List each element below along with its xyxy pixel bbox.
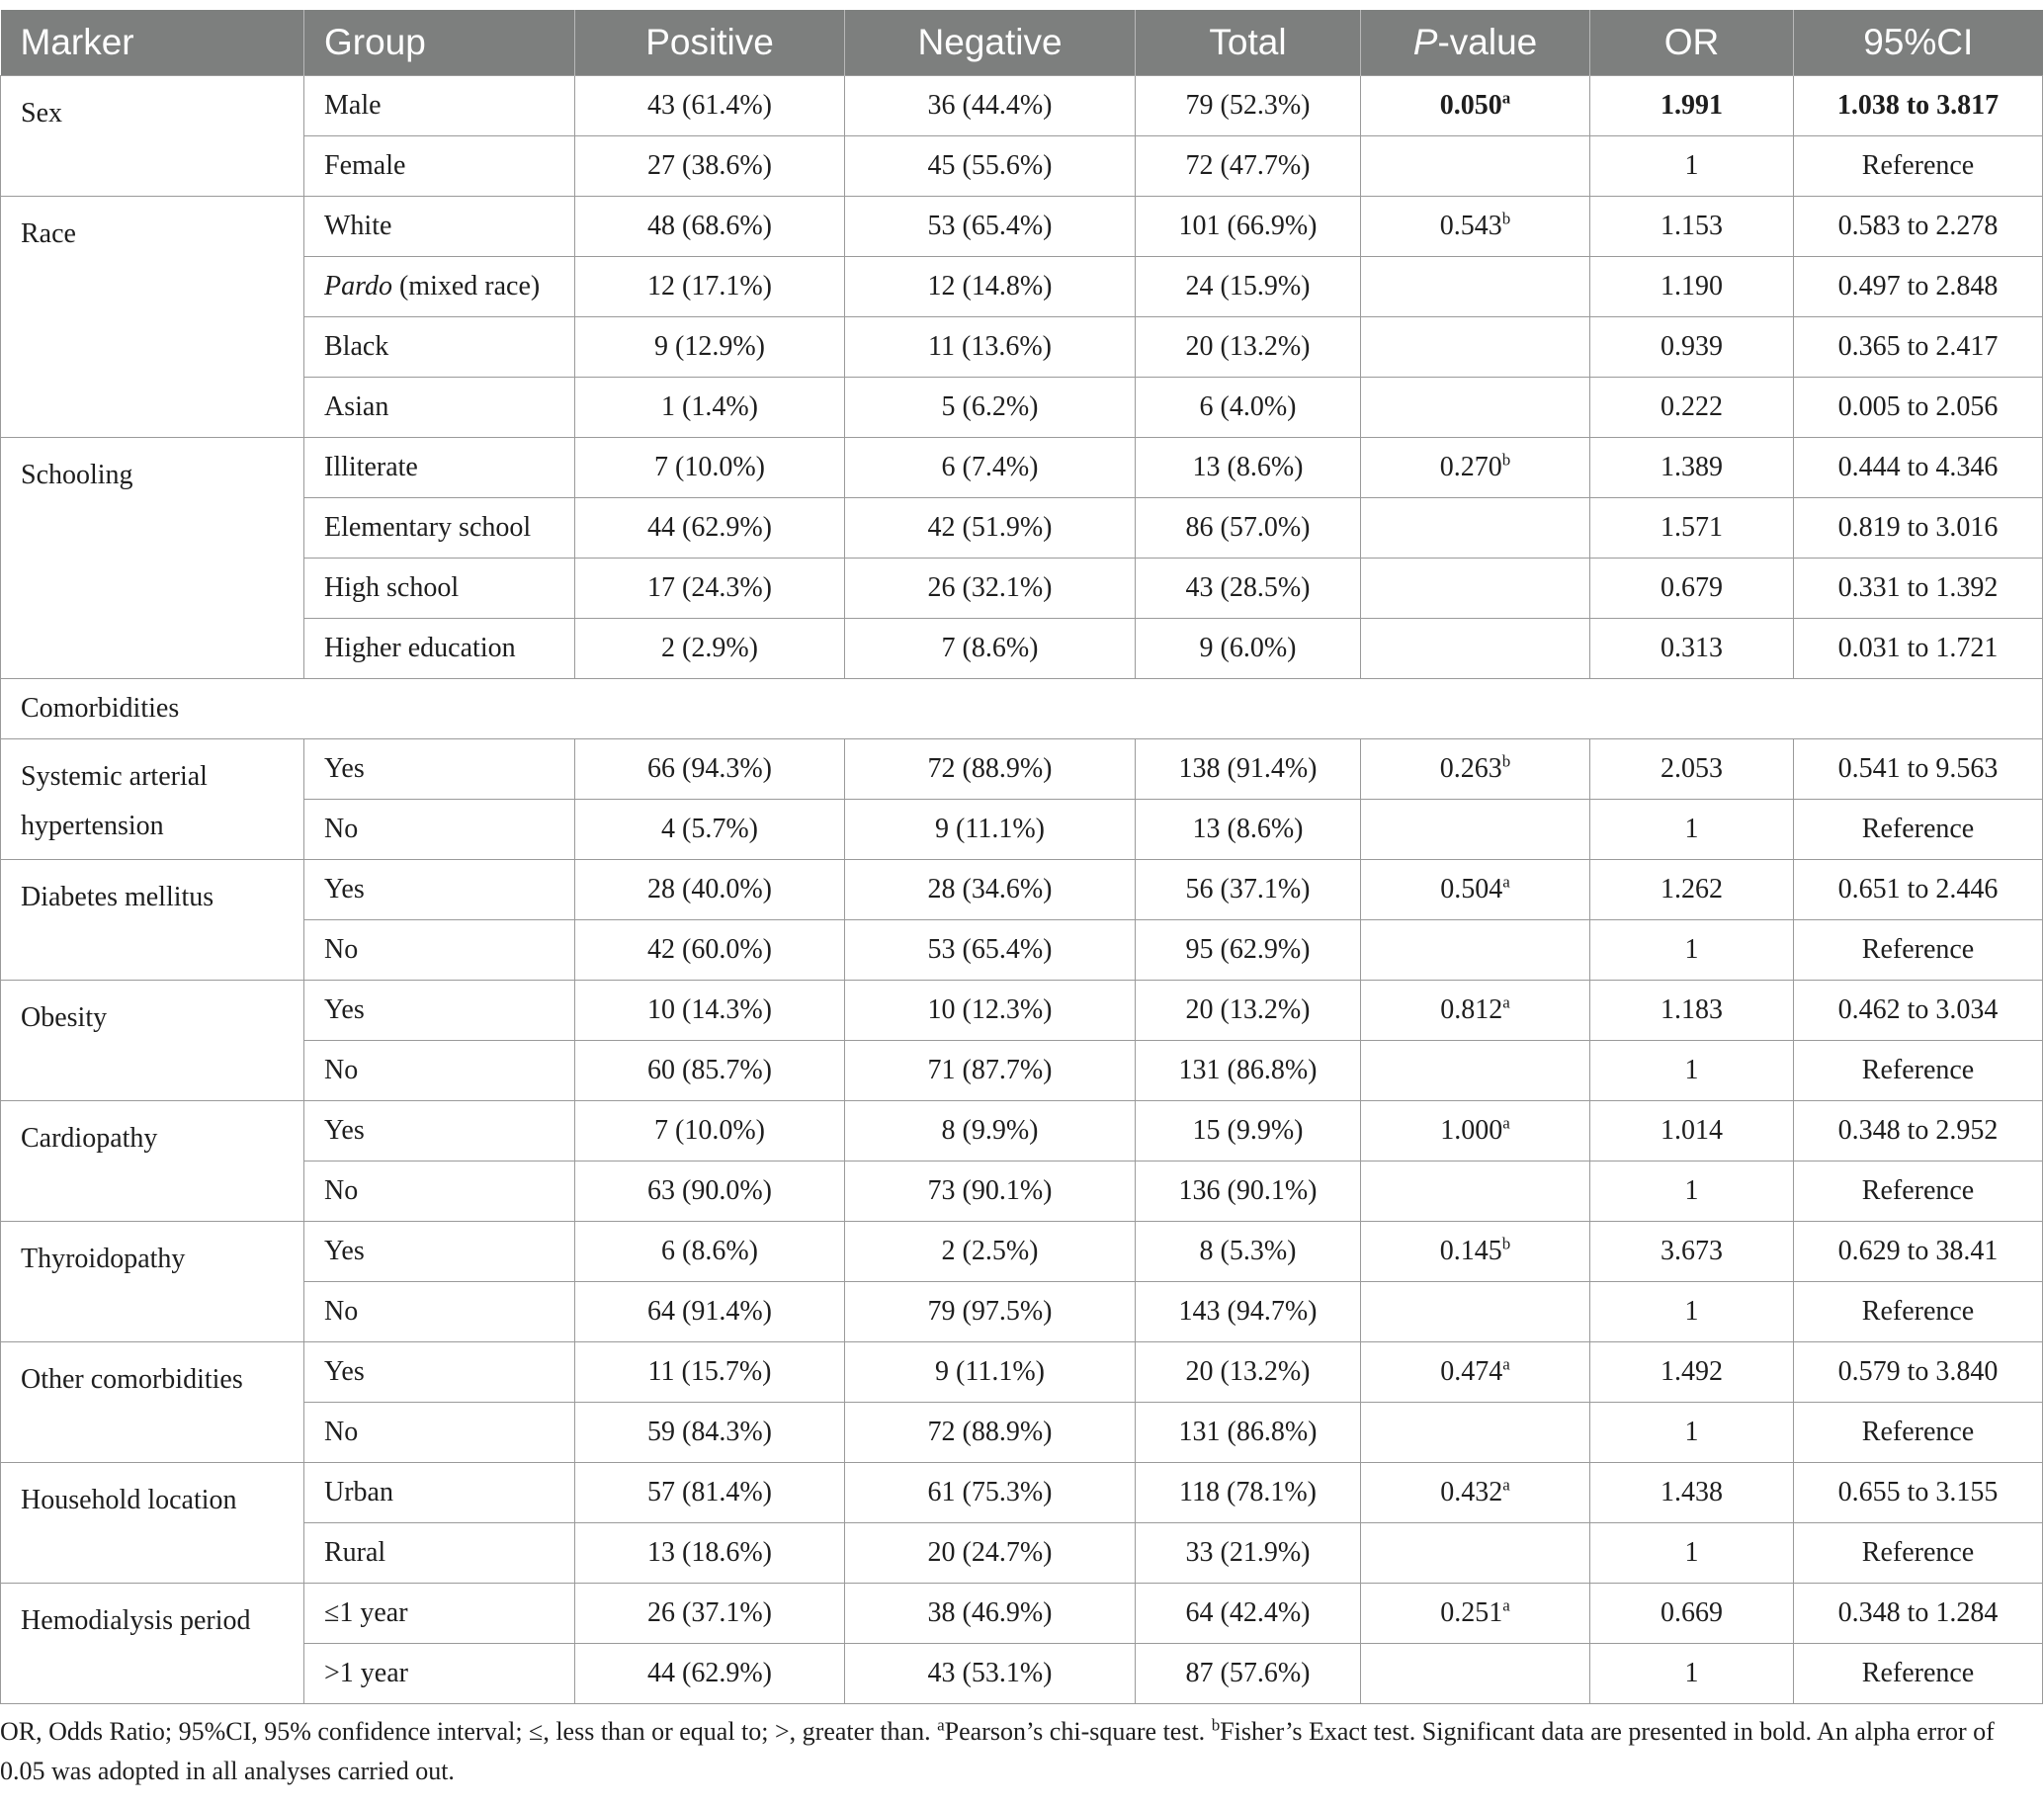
negative-cell: 36 (44.4%)	[845, 76, 1136, 136]
table-row	[1, 1222, 2043, 1282]
p-value-cell	[1361, 619, 1590, 679]
total-cell: 24 (15.9%)	[1136, 257, 1361, 317]
ci-cell: 0.348 to 1.284	[1794, 1584, 2043, 1644]
p-superscript: a	[1502, 1595, 1510, 1615]
or-cell: 1.571	[1590, 498, 1794, 559]
table-row	[1, 257, 2043, 317]
positive-cell: 57 (81.4%)	[575, 1463, 845, 1523]
ci-cell: 0.005 to 2.056	[1794, 378, 2043, 438]
p-value-cell	[1361, 1342, 1590, 1403]
p-superscript: a	[1502, 1113, 1510, 1133]
table-row	[1, 378, 2043, 438]
p-superscript: b	[1501, 1234, 1511, 1253]
group-cell: Black	[304, 317, 575, 378]
or-cell: 2.053	[1590, 739, 1794, 800]
table-row	[1, 76, 2043, 136]
group-cell: Higher education	[304, 619, 575, 679]
ci-cell: 0.651 to 2.446	[1794, 860, 2043, 920]
negative-cell: 72 (88.9%)	[845, 739, 1136, 800]
negative-cell: 11 (13.6%)	[845, 317, 1136, 378]
positive-cell: 2 (2.9%)	[575, 619, 845, 679]
p-value: 0.474	[1440, 1356, 1503, 1387]
ci-cell: 0.819 to 3.016	[1794, 498, 2043, 559]
negative-cell: 43 (53.1%)	[845, 1644, 1136, 1704]
or-cell: 1.389	[1590, 438, 1794, 498]
positive-cell: 13 (18.6%)	[575, 1523, 845, 1584]
p-superscript: a	[1502, 992, 1510, 1012]
group-cell: Yes	[304, 1101, 575, 1162]
marker-cell: Other comorbidities	[1, 1342, 304, 1463]
footnote-abbreviations: OR, Odds Ratio; 95%CI, 95% confidence interval; ≤, less than or equal to; >, greater than.	[0, 1717, 938, 1746]
p-value-cell	[1361, 1041, 1590, 1101]
table-row	[1, 498, 2043, 559]
p-value: 0.543	[1439, 211, 1502, 241]
or-cell: 0.313	[1590, 619, 1794, 679]
p-value-cell	[1361, 1523, 1590, 1584]
total-cell: 118 (78.1%)	[1136, 1463, 1361, 1523]
negative-cell: 71 (87.7%)	[845, 1041, 1136, 1101]
table-row	[1, 317, 2043, 378]
ci-cell: Reference	[1794, 1644, 2043, 1704]
p-superscript: a	[1502, 1475, 1510, 1495]
group-cell: No	[304, 1041, 575, 1101]
total-cell: 9 (6.0%)	[1136, 619, 1361, 679]
p-value-cell	[1361, 1584, 1590, 1644]
table-row	[1, 1463, 2043, 1523]
p-value-cell	[1361, 1101, 1590, 1162]
ci-cell: 0.583 to 2.278	[1794, 197, 2043, 257]
header-negative: Negative	[845, 10, 1136, 76]
total-cell: 6 (4.0%)	[1136, 378, 1361, 438]
marker-cell: Systemic arterial hypertension	[1, 739, 304, 860]
or-cell: 1	[1590, 1041, 1794, 1101]
header-total: Total	[1136, 10, 1361, 76]
table-row	[1, 1041, 2043, 1101]
positive-cell: 63 (90.0%)	[575, 1162, 845, 1222]
group-cell: >1 year	[304, 1644, 575, 1704]
group-cell: Elementary school	[304, 498, 575, 559]
positive-cell: 1 (1.4%)	[575, 378, 845, 438]
p-value-cell	[1361, 317, 1590, 378]
ci-cell: 0.655 to 3.155	[1794, 1463, 2043, 1523]
p-value-cell	[1361, 981, 1590, 1041]
negative-cell: 53 (65.4%)	[845, 920, 1136, 981]
positive-cell: 44 (62.9%)	[575, 1644, 845, 1704]
footnote-sup-a: a	[937, 1715, 945, 1735]
ci-cell: Reference	[1794, 920, 2043, 981]
table-row	[1, 1523, 2043, 1584]
positive-cell: 7 (10.0%)	[575, 438, 845, 498]
total-cell: 33 (21.9%)	[1136, 1523, 1361, 1584]
footnote-pearson: Pearson’s chi-square test.	[944, 1717, 1212, 1746]
positive-cell: 43 (61.4%)	[575, 76, 845, 136]
total-cell: 20 (13.2%)	[1136, 1342, 1361, 1403]
group-cell: Yes	[304, 1342, 575, 1403]
or-cell: 1.991	[1590, 76, 1794, 136]
total-cell: 20 (13.2%)	[1136, 317, 1361, 378]
positive-cell: 66 (94.3%)	[575, 739, 845, 800]
positive-cell: 10 (14.3%)	[575, 981, 845, 1041]
ci-cell: Reference	[1794, 800, 2043, 860]
p-value: 0.145	[1439, 1236, 1502, 1266]
footnote-sup-b: b	[1211, 1715, 1221, 1735]
p-value-cell	[1361, 1162, 1590, 1222]
group-cell: ≤1 year	[304, 1584, 575, 1644]
positive-cell: 64 (91.4%)	[575, 1282, 845, 1342]
header-p-italic: P	[1412, 22, 1438, 62]
negative-cell: 9 (11.1%)	[845, 800, 1136, 860]
total-cell: 13 (8.6%)	[1136, 438, 1361, 498]
p-value: 0.263	[1439, 753, 1502, 784]
group-cell: Yes	[304, 981, 575, 1041]
negative-cell: 79 (97.5%)	[845, 1282, 1136, 1342]
p-value-cell	[1361, 378, 1590, 438]
table-row	[1, 860, 2043, 920]
p-value-cell	[1361, 1644, 1590, 1704]
header-row	[1, 10, 2043, 76]
positive-cell: 4 (5.7%)	[575, 800, 845, 860]
p-value-cell	[1361, 498, 1590, 559]
p-value-cell	[1361, 1463, 1590, 1523]
ci-cell: 0.462 to 3.034	[1794, 981, 2043, 1041]
negative-cell: 26 (32.1%)	[845, 559, 1136, 619]
footnote-fisher: Fisher’s Exact test. Significant data are presented in bold. An alpha error of 0.05 was adopted in all analyses carried out.	[0, 1717, 1995, 1785]
total-cell: 101 (66.9%)	[1136, 197, 1361, 257]
p-superscript: a	[1501, 88, 1511, 108]
ci-cell: 0.497 to 2.848	[1794, 257, 2043, 317]
group-cell: Asian	[304, 378, 575, 438]
or-cell: 1.262	[1590, 860, 1794, 920]
total-cell: 87 (57.6%)	[1136, 1644, 1361, 1704]
total-cell: 86 (57.0%)	[1136, 498, 1361, 559]
p-value-cell	[1361, 920, 1590, 981]
marker-cell: Cardiopathy	[1, 1101, 304, 1222]
table-row	[1, 1584, 2043, 1644]
p-superscript: a	[1502, 872, 1510, 892]
p-value-cell	[1361, 197, 1590, 257]
header-positive: Positive	[575, 10, 845, 76]
marker-cell: Diabetes mellitus	[1, 860, 304, 981]
total-cell: 43 (28.5%)	[1136, 559, 1361, 619]
table-row	[1, 1282, 2043, 1342]
total-cell: 143 (94.7%)	[1136, 1282, 1361, 1342]
negative-cell: 7 (8.6%)	[845, 619, 1136, 679]
negative-cell: 6 (7.4%)	[845, 438, 1136, 498]
p-value: 0.050	[1439, 90, 1502, 121]
table-row	[1, 619, 2043, 679]
table-row	[1, 981, 2043, 1041]
marker-cell: Sex	[1, 76, 304, 197]
negative-cell: 53 (65.4%)	[845, 197, 1136, 257]
table-row	[1, 559, 2043, 619]
group-cell: Illiterate	[304, 438, 575, 498]
negative-cell: 42 (51.9%)	[845, 498, 1136, 559]
positive-cell: 7 (10.0%)	[575, 1101, 845, 1162]
positive-cell: 59 (84.3%)	[575, 1403, 845, 1463]
total-cell: 131 (86.8%)	[1136, 1403, 1361, 1463]
table-row	[1, 438, 2043, 498]
group-cell: Urban	[304, 1463, 575, 1523]
positive-cell: 17 (24.3%)	[575, 559, 845, 619]
negative-cell: 10 (12.3%)	[845, 981, 1136, 1041]
or-cell: 0.669	[1590, 1584, 1794, 1644]
table-row	[1, 739, 2043, 800]
table-footnote	[0, 1712, 2042, 1791]
header-ci: 95%CI	[1794, 10, 2043, 76]
p-value-cell	[1361, 559, 1590, 619]
ci-cell: Reference	[1794, 1523, 2043, 1584]
group-cell: No	[304, 1282, 575, 1342]
negative-cell: 9 (11.1%)	[845, 1342, 1136, 1403]
p-value-cell	[1361, 860, 1590, 920]
group-cell: Yes	[304, 739, 575, 800]
marker-cell: Obesity	[1, 981, 304, 1101]
positive-cell: 42 (60.0%)	[575, 920, 845, 981]
marker-cell: Household location	[1, 1463, 304, 1584]
group-cell: No	[304, 920, 575, 981]
positive-cell: 9 (12.9%)	[575, 317, 845, 378]
or-cell: 1.183	[1590, 981, 1794, 1041]
p-value-cell	[1361, 76, 1590, 136]
positive-cell: 11 (15.7%)	[575, 1342, 845, 1403]
negative-cell: 38 (46.9%)	[845, 1584, 1136, 1644]
ci-cell: 0.629 to 38.41	[1794, 1222, 2043, 1282]
negative-cell: 8 (9.9%)	[845, 1101, 1136, 1162]
positive-cell: 27 (38.6%)	[575, 136, 845, 197]
or-cell: 0.939	[1590, 317, 1794, 378]
table-row	[1, 1403, 2043, 1463]
p-value: 0.812	[1440, 994, 1503, 1025]
ci-cell: 0.541 to 9.563	[1794, 739, 2043, 800]
group-cell: No	[304, 1403, 575, 1463]
header-marker: Marker	[1, 10, 304, 76]
positive-cell: 44 (62.9%)	[575, 498, 845, 559]
negative-cell: 73 (90.1%)	[845, 1162, 1136, 1222]
table-row	[1, 1162, 2043, 1222]
group-cell: Rural	[304, 1523, 575, 1584]
or-cell: 1	[1590, 1644, 1794, 1704]
ci-cell: 0.031 to 1.721	[1794, 619, 2043, 679]
total-cell: 138 (91.4%)	[1136, 739, 1361, 800]
ci-cell: Reference	[1794, 1403, 2043, 1463]
table-row	[1, 920, 2043, 981]
group-cell	[304, 257, 575, 317]
header-p-rest: -value	[1437, 22, 1538, 62]
group-cell: High school	[304, 559, 575, 619]
total-cell: 95 (62.9%)	[1136, 920, 1361, 981]
positive-cell: 28 (40.0%)	[575, 860, 845, 920]
p-value: 0.270	[1439, 452, 1502, 482]
marker-cell: Hemodialysis period	[1, 1584, 304, 1704]
or-cell: 1	[1590, 1162, 1794, 1222]
positive-cell: 6 (8.6%)	[575, 1222, 845, 1282]
group-cell: Female	[304, 136, 575, 197]
total-cell: 72 (47.7%)	[1136, 136, 1361, 197]
or-cell: 1.190	[1590, 257, 1794, 317]
group-cell: No	[304, 800, 575, 860]
p-value: 0.504	[1440, 874, 1503, 904]
total-cell: 13 (8.6%)	[1136, 800, 1361, 860]
p-superscript: a	[1502, 1354, 1510, 1374]
or-cell: 3.673	[1590, 1222, 1794, 1282]
or-cell: 1.014	[1590, 1101, 1794, 1162]
marker-cell: Schooling	[1, 438, 304, 679]
ci-cell: 0.331 to 1.392	[1794, 559, 2043, 619]
group-italic: Pardo	[324, 271, 392, 301]
results-table	[0, 10, 2043, 1704]
total-cell: 20 (13.2%)	[1136, 981, 1361, 1041]
group-cell: Yes	[304, 1222, 575, 1282]
section-title: Comorbidities	[1, 679, 2043, 739]
group-cell: No	[304, 1162, 575, 1222]
total-cell: 136 (90.1%)	[1136, 1162, 1361, 1222]
table-row	[1, 197, 2043, 257]
negative-cell: 20 (24.7%)	[845, 1523, 1136, 1584]
or-cell: 1	[1590, 136, 1794, 197]
p-value-cell	[1361, 1282, 1590, 1342]
table-row	[1, 136, 2043, 197]
p-value-cell	[1361, 136, 1590, 197]
group-cell: Male	[304, 76, 575, 136]
ci-cell: Reference	[1794, 136, 2043, 197]
negative-cell: 2 (2.5%)	[845, 1222, 1136, 1282]
ci-cell: 0.365 to 2.417	[1794, 317, 2043, 378]
positive-cell: 48 (68.6%)	[575, 197, 845, 257]
or-cell: 1	[1590, 1403, 1794, 1463]
ci-cell: Reference	[1794, 1282, 2043, 1342]
or-cell: 0.222	[1590, 378, 1794, 438]
group-cell: White	[304, 197, 575, 257]
p-value-cell	[1361, 438, 1590, 498]
total-cell: 79 (52.3%)	[1136, 76, 1361, 136]
p-superscript: b	[1501, 751, 1511, 771]
or-cell: 1.492	[1590, 1342, 1794, 1403]
positive-cell: 12 (17.1%)	[575, 257, 845, 317]
positive-cell: 26 (37.1%)	[575, 1584, 845, 1644]
header-or: OR	[1590, 10, 1794, 76]
total-cell: 8 (5.3%)	[1136, 1222, 1361, 1282]
total-cell: 64 (42.4%)	[1136, 1584, 1361, 1644]
negative-cell: 12 (14.8%)	[845, 257, 1136, 317]
ci-cell: 0.444 to 4.346	[1794, 438, 2043, 498]
negative-cell: 61 (75.3%)	[845, 1463, 1136, 1523]
p-value: 1.000	[1440, 1115, 1503, 1146]
total-cell: 15 (9.9%)	[1136, 1101, 1361, 1162]
p-superscript: b	[1501, 450, 1511, 470]
ci-cell: 1.038 to 3.817	[1794, 76, 2043, 136]
negative-cell: 5 (6.2%)	[845, 378, 1136, 438]
or-cell: 1.438	[1590, 1463, 1794, 1523]
p-value-cell	[1361, 739, 1590, 800]
p-superscript: b	[1501, 209, 1511, 228]
or-cell: 1.153	[1590, 197, 1794, 257]
p-value: 0.251	[1440, 1597, 1503, 1628]
table-row	[1, 800, 2043, 860]
ci-cell: 0.348 to 2.952	[1794, 1101, 2043, 1162]
or-cell: 1	[1590, 1523, 1794, 1584]
or-cell: 0.679	[1590, 559, 1794, 619]
header-p-value	[1361, 10, 1590, 76]
group-cell: Yes	[304, 860, 575, 920]
table-row	[1, 1644, 2043, 1704]
ci-cell: Reference	[1794, 1162, 2043, 1222]
group-rest: (mixed race)	[391, 271, 541, 301]
or-cell: 1	[1590, 1282, 1794, 1342]
marker-cell: Thyroidopathy	[1, 1222, 304, 1342]
p-value-cell	[1361, 1403, 1590, 1463]
p-value-cell	[1361, 257, 1590, 317]
table-row	[1, 1101, 2043, 1162]
p-value-cell	[1361, 800, 1590, 860]
header-group: Group	[304, 10, 575, 76]
section-row	[1, 679, 2043, 739]
negative-cell: 45 (55.6%)	[845, 136, 1136, 197]
or-cell: 1	[1590, 920, 1794, 981]
marker-cell: Race	[1, 197, 304, 438]
negative-cell: 72 (88.9%)	[845, 1403, 1136, 1463]
total-cell: 131 (86.8%)	[1136, 1041, 1361, 1101]
p-value-cell	[1361, 1222, 1590, 1282]
p-value: 0.432	[1440, 1477, 1503, 1507]
table-row	[1, 1342, 2043, 1403]
ci-cell: 0.579 to 3.840	[1794, 1342, 2043, 1403]
total-cell: 56 (37.1%)	[1136, 860, 1361, 920]
ci-cell: Reference	[1794, 1041, 2043, 1101]
or-cell: 1	[1590, 800, 1794, 860]
positive-cell: 60 (85.7%)	[575, 1041, 845, 1101]
negative-cell: 28 (34.6%)	[845, 860, 1136, 920]
